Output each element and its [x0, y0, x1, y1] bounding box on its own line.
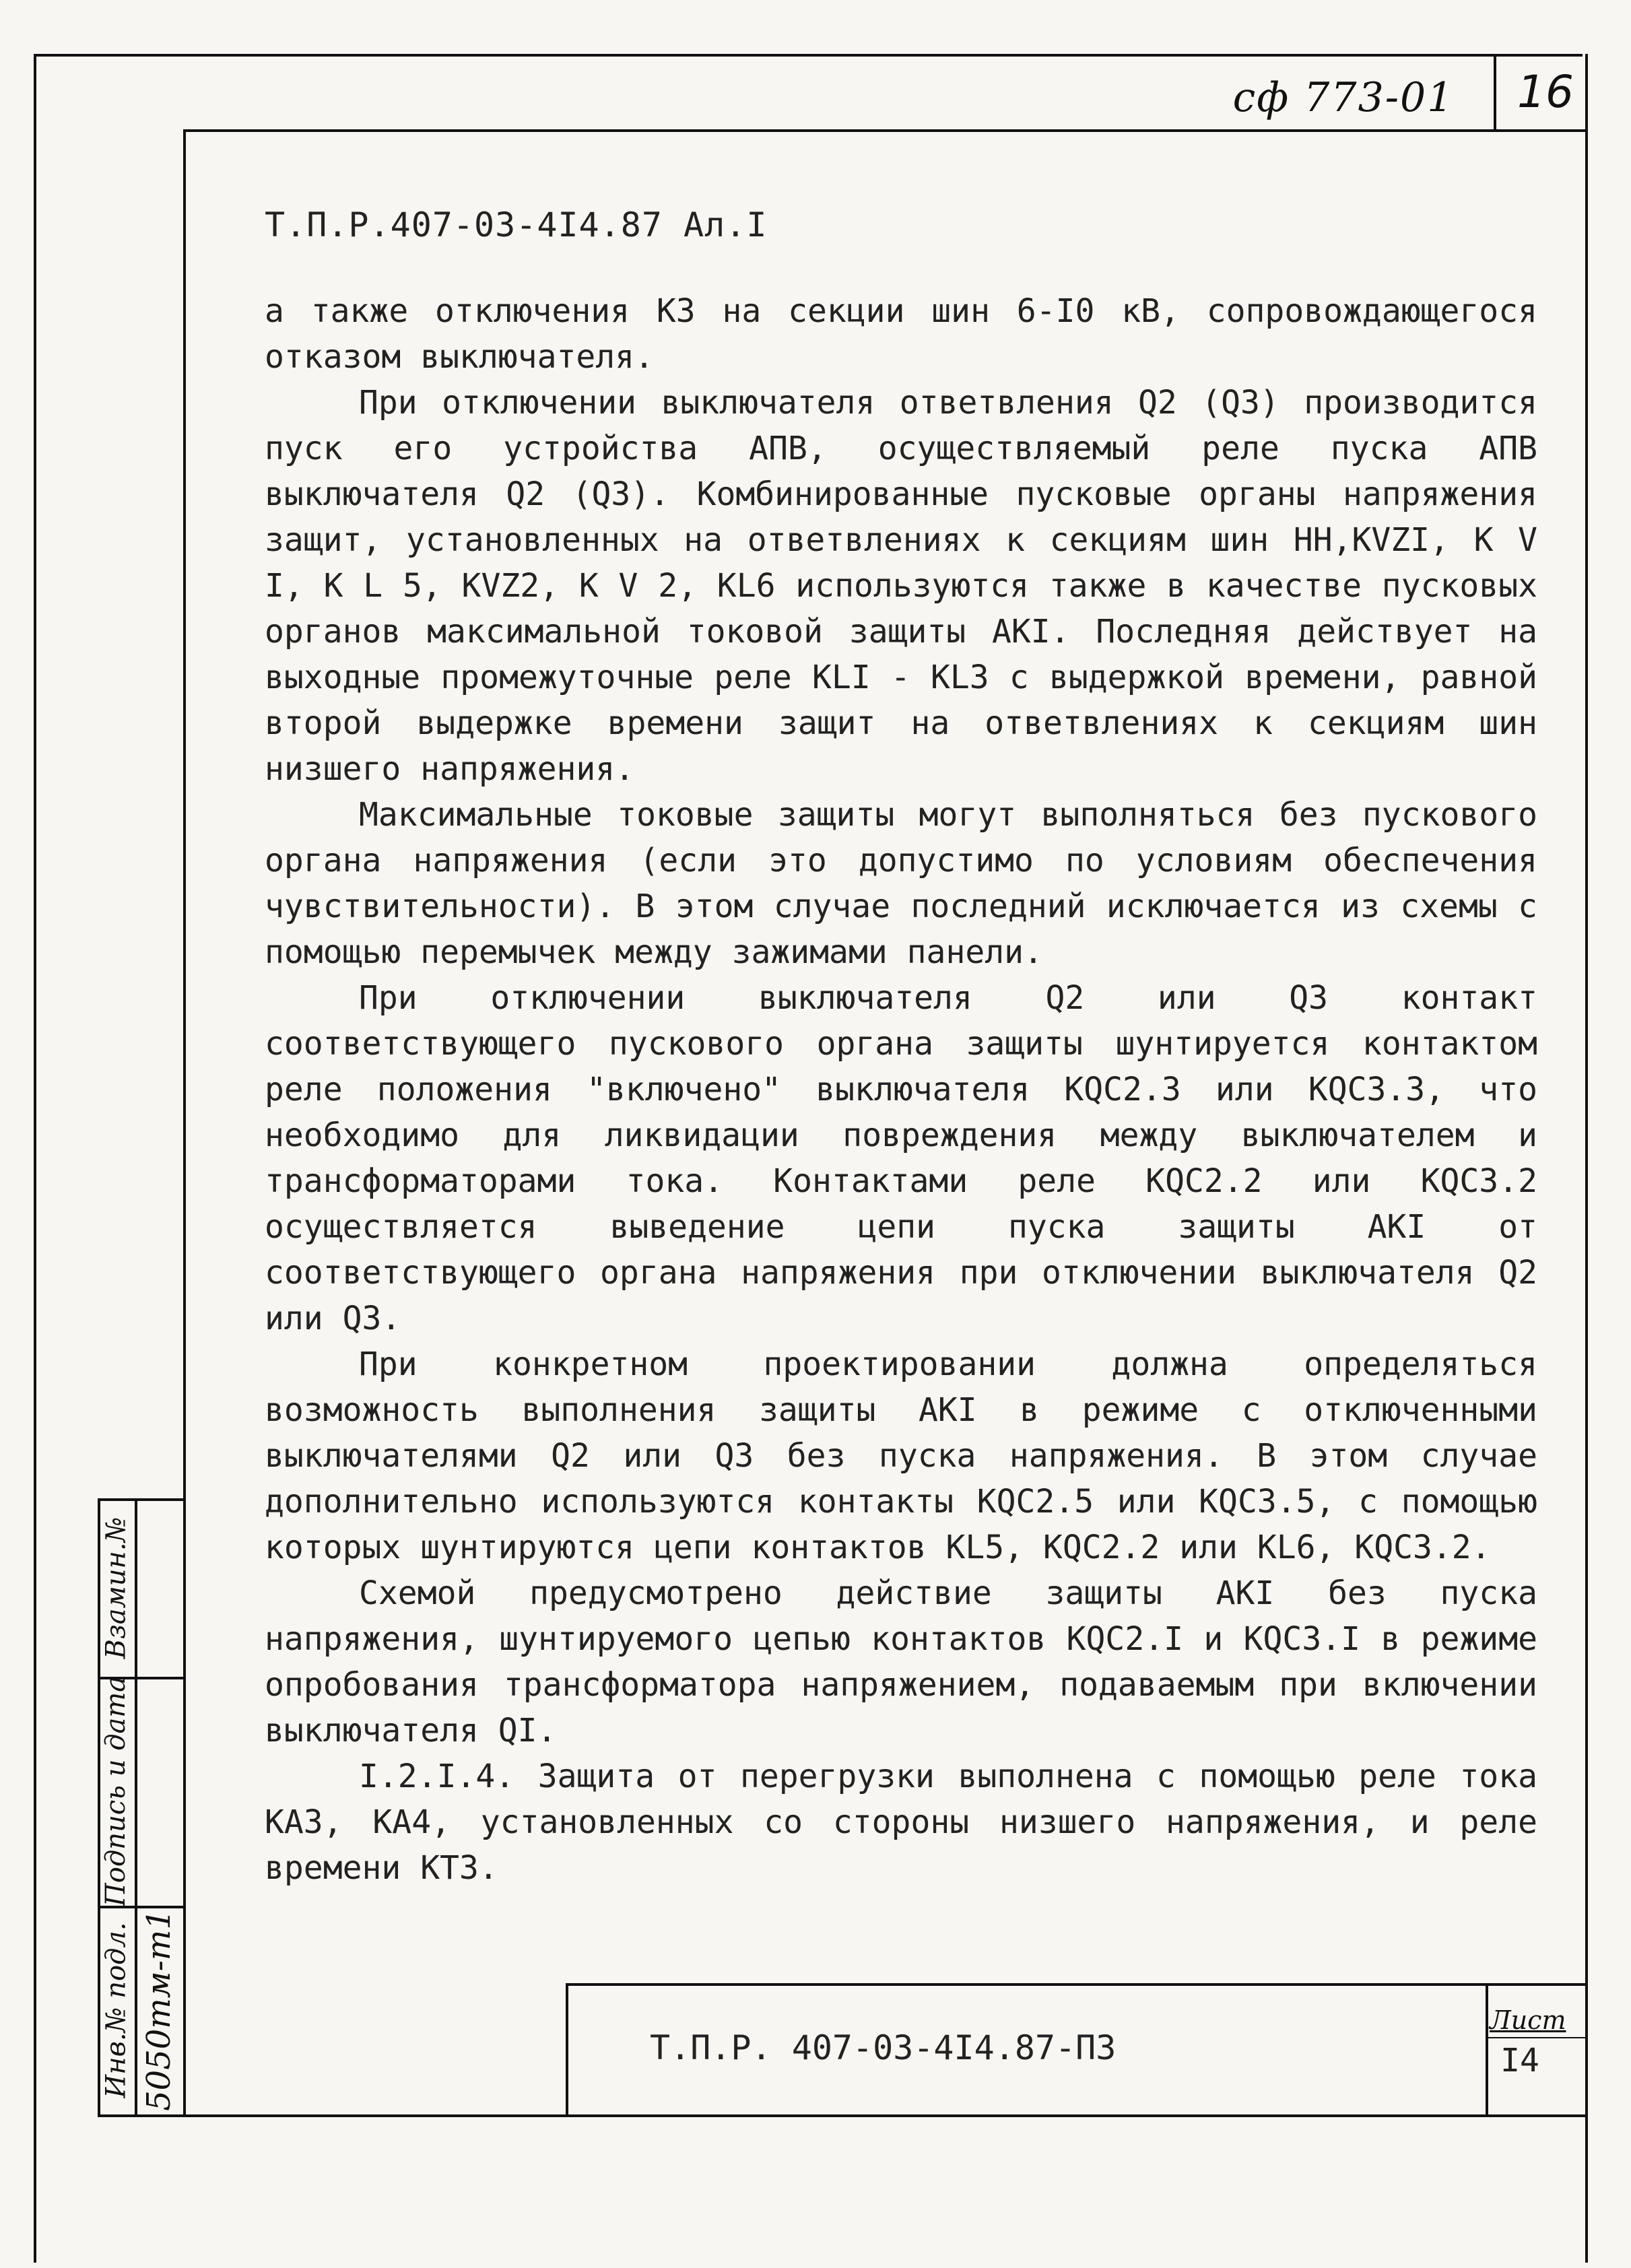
outer-frame-top — [34, 54, 1583, 57]
paragraph: При отключении выключателя ответвления Q2 (Q3) производится пуск его устройства АПВ, осуществляемый реле пуска АПВ выключателя Q2 (Q3). Комбинированные пусковые органы напряжения защит, установленных на ответвлениях к секциям шин НН,KVZI, K V I, K L 5, KVZ2, K V 2, KL6 используются также в качестве пусковых органов максимальной токовой защиты АКI. Последняя действует на выходные промежуточные реле KLI - KL3 с выдержкой времени, равной второй выдержке времени защит на ответвлениях к секциям шин низшего напряжения. — [265, 384, 1557, 788]
sheet-number-box-left — [1494, 54, 1496, 131]
inv-value: 5050тм-т1 — [140, 1909, 178, 2111]
title-doc-code: Т.П.Р. 407-03-4I4.87-П3 — [650, 2028, 1117, 2067]
body-text — [265, 288, 1557, 1891]
paragraph: Схемой предусмотрено действие защиты АКI без пуска напряжения, шунтируемого цепью контактов KQC2.I и KQC3.I в режиме опробования трансформатора напряжением, подаваемым при включении выключателя QI. — [265, 1574, 1557, 1749]
doc-reference: Т.П.Р.407-03-4I4.87 Ал.I — [265, 205, 768, 244]
paragraph: а также отключения КЗ на секции шин 6-I0 кВ, сопровождающегося отказом выключателя. — [265, 292, 1557, 376]
paragraph: I.2.I.4. Защита от перегрузки выполнена с помощью реле тока КА3, КА4, установленных со стороны низшего напряжения, и реле времени КТ3. — [265, 1758, 1557, 1887]
paragraph: Максимальные токовые защиты могут выполняться без пускового органа напряжения (если это допустимо по условиям обеспечения чувствительности). В этом случае последний исключается из схемы с помощью перемычек между зажимами панели. — [265, 796, 1557, 971]
inner-frame-bottom — [98, 2114, 1585, 2117]
paragraph: При отключении выключателя Q2 или Q3 контакт соответствующего пускового органа защиты шунтируется контактом реле положения "включено" выключателя KQC2.3 или KQC3.3, что необходимо для ликвидации повреждения между выключателем и трансформаторами тока. Контактами реле KQC2.2 или KQC3.2 осуществляется выведение цепи пуска защиты АКI от соответствующего органа напряжения при отключении выключателя Q2 или Q3. — [265, 979, 1557, 1337]
title-block-top — [566, 1983, 1585, 1986]
outer-frame-left — [34, 54, 36, 2263]
sheet-value: I4 — [1500, 2042, 1539, 2079]
sheet-label-sep — [1486, 2037, 1585, 2038]
paragraph: При конкретном проектировании должна определяться возможность выполнения защиты АКI в режиме с отключенными выключателями Q2 или Q3 без пуска напряжения. В этом случае дополнительно используются контакты KQC2.5 или KQC3.5, с помощью которых шунтируются цепи контактов KL5, KQC2.2 или KL6, KQC3.2. — [265, 1345, 1557, 1566]
title-block-sheet-divider — [1486, 1983, 1488, 2116]
replace-label: Взамин.№ — [100, 1516, 132, 1659]
stamp-code: сф 773-01 — [1232, 74, 1455, 121]
sheet-label: Лист — [1490, 2005, 1566, 2035]
inv-label: Инв.№ подл. — [100, 1922, 132, 2098]
sheet-number: 16 — [1517, 66, 1574, 118]
title-block-left — [566, 1983, 568, 2116]
sign-label: Подпись и дата — [100, 1675, 132, 1907]
inner-frame-left — [183, 129, 186, 2116]
inner-frame-top — [183, 129, 1585, 132]
outer-frame-right — [1585, 54, 1588, 2263]
